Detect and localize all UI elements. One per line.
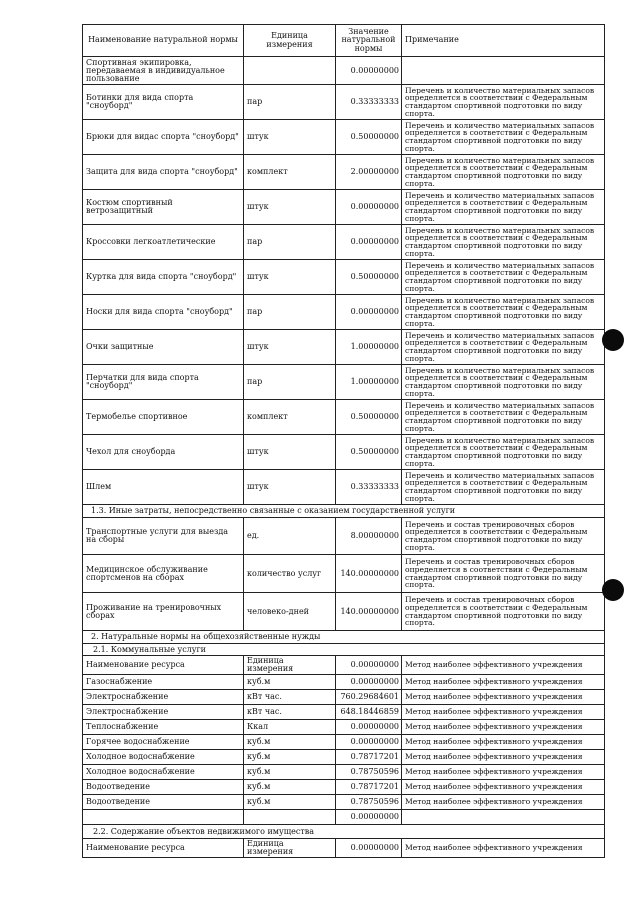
table-row bbox=[83, 155, 605, 190]
table-row bbox=[83, 85, 605, 120]
note: Метод наиболее эффективного учреждения bbox=[402, 839, 605, 858]
header-name: Наименование натуральной нормы bbox=[83, 25, 244, 57]
note: Перечень и количество материальных запасов определяется в соответствии с Федеральным стандартом спортивной подготовки по виду спорта. bbox=[402, 260, 605, 295]
table-row bbox=[83, 839, 605, 858]
resource-name: Водоотведение bbox=[83, 780, 244, 795]
note: Перечень и количество материальных запасов определяется в соответствии с Федеральным стандартом спортивной подготовки по виду спорта. bbox=[402, 225, 605, 260]
section-2-2-heading: 2.2. Содержание объектов недвижимого имущества bbox=[83, 825, 605, 839]
norm-value: 0.78717201 bbox=[336, 750, 402, 765]
resource-name: Наименование ресурса bbox=[83, 839, 244, 858]
unit-of-measure: куб.м bbox=[244, 675, 336, 690]
norm-value: 0.00000000 bbox=[336, 656, 402, 675]
resource-name: Защита для вида спорта "сноуборд" bbox=[83, 155, 244, 190]
unit-of-measure: куб.м bbox=[244, 780, 336, 795]
note: Перечень и количество материальных запасов определяется в соответствии с Федеральным стандартом спортивной подготовки по виду спорта. bbox=[402, 85, 605, 120]
norm-value: 2.00000000 bbox=[336, 155, 402, 190]
table-row bbox=[83, 470, 605, 505]
table-row bbox=[83, 57, 605, 85]
table-row bbox=[83, 690, 605, 705]
table-row bbox=[83, 190, 605, 225]
norm-value: 0.00000000 bbox=[336, 295, 402, 330]
unit-of-measure bbox=[244, 810, 336, 825]
resource-name: Термобелье спортивное bbox=[83, 400, 244, 435]
resource-name: Чехол для сноуборда bbox=[83, 435, 244, 470]
norm-value: 140.00000000 bbox=[336, 555, 402, 593]
unit-of-measure: комплект bbox=[244, 400, 336, 435]
resource-name: Наименование ресурса bbox=[83, 656, 244, 675]
unit-of-measure: человеко-дней bbox=[244, 593, 336, 631]
resource-name: Медицинское обслуживание спортсменов на сборах bbox=[83, 555, 244, 593]
table-row bbox=[83, 555, 605, 593]
resource-name: Костюм спортивный ветрозащитный bbox=[83, 190, 244, 225]
note bbox=[402, 810, 605, 825]
norm-value: 0.78717201 bbox=[336, 780, 402, 795]
resource-name: Теплоснабжение bbox=[83, 720, 244, 735]
note: Перечень и количество материальных запасов определяется в соответствии с Федеральным стандартом спортивной подготовки по виду спорта. bbox=[402, 190, 605, 225]
unit-of-measure: Единица измерения bbox=[244, 656, 336, 675]
resource-name: Спортивная экипировка, передаваемая в индивидуальное пользование bbox=[83, 57, 244, 85]
table-row bbox=[83, 675, 605, 690]
resource-name: Брюки для видас спорта "сноуборд" bbox=[83, 120, 244, 155]
norm-value: 648.18446859 bbox=[336, 705, 402, 720]
unit-of-measure: куб.м bbox=[244, 795, 336, 810]
note: Метод наиболее эффективного учреждения bbox=[402, 720, 605, 735]
note: Метод наиболее эффективного учреждения bbox=[402, 765, 605, 780]
note: Перечень и состав тренировочных сборов определяется в соответствии с Федеральным стандартом спортивной подготовки по виду спорта. bbox=[402, 555, 605, 593]
resource-name: Холодное водоснабжение bbox=[83, 765, 244, 780]
norm-value: 0.00000000 bbox=[336, 839, 402, 858]
norm-value: 0.00000000 bbox=[336, 225, 402, 260]
norm-value: 0.00000000 bbox=[336, 720, 402, 735]
unit-of-measure: Единица измерения bbox=[244, 839, 336, 858]
note: Метод наиболее эффективного учреждения bbox=[402, 690, 605, 705]
section-row bbox=[83, 631, 605, 644]
note bbox=[402, 57, 605, 85]
note: Метод наиболее эффективного учреждения bbox=[402, 705, 605, 720]
table-row bbox=[83, 435, 605, 470]
unit-of-measure: количество услуг bbox=[244, 555, 336, 593]
table-row bbox=[83, 400, 605, 435]
table-row bbox=[83, 225, 605, 260]
resource-name: Водоотведение bbox=[83, 795, 244, 810]
norm-value: 8.00000000 bbox=[336, 518, 402, 555]
resource-name: Электроснабжение bbox=[83, 705, 244, 720]
unit-of-measure: куб.м bbox=[244, 735, 336, 750]
note: Метод наиболее эффективного учреждения bbox=[402, 795, 605, 810]
note: Метод наиболее эффективного учреждения bbox=[402, 675, 605, 690]
section-row bbox=[83, 644, 605, 656]
table-row bbox=[83, 810, 605, 825]
unit-of-measure: штук bbox=[244, 330, 336, 365]
resource-name: Проживание на тренировочных сборах bbox=[83, 593, 244, 631]
norm-value: 140.00000000 bbox=[336, 593, 402, 631]
resource-name: Ботинки для вида спорта "сноуборд" bbox=[83, 85, 244, 120]
header-note: Примечание bbox=[402, 25, 605, 57]
norm-value: 0.50000000 bbox=[336, 120, 402, 155]
norm-value: 760.29684601 bbox=[336, 690, 402, 705]
section-2-1-heading: 2.1. Коммунальные услуги bbox=[83, 644, 605, 656]
section-1-3-heading: 1.3. Иные затраты, непосредственно связанные с оказанием государственной услуги bbox=[83, 505, 605, 518]
note: Перечень и количество материальных запасов определяется в соответствии с Федеральным стандартом спортивной подготовки по виду спорта. bbox=[402, 155, 605, 190]
norm-value: 0.78750596 bbox=[336, 765, 402, 780]
table-row bbox=[83, 120, 605, 155]
unit-of-measure: пар bbox=[244, 225, 336, 260]
table-header-row bbox=[83, 25, 605, 57]
section-row bbox=[83, 505, 605, 518]
note: Перечень и количество материальных запасов определяется в соответствии с Федеральным стандартом спортивной подготовки по виду спорта. bbox=[402, 120, 605, 155]
unit-of-measure: пар bbox=[244, 365, 336, 400]
resource-name: Электроснабжение bbox=[83, 690, 244, 705]
table-row bbox=[83, 735, 605, 750]
note: Метод наиболее эффективного учреждения bbox=[402, 735, 605, 750]
norms-document bbox=[82, 24, 604, 858]
note: Перечень и количество материальных запасов определяется в соответствии с Федеральным стандартом спортивной подготовки по виду спорта. bbox=[402, 435, 605, 470]
section-2-heading: 2. Натуральные нормы на общехозяйственные нужды bbox=[83, 631, 605, 644]
punch-hole-mark bbox=[602, 579, 624, 601]
unit-of-measure: комплект bbox=[244, 155, 336, 190]
note: Перечень и состав тренировочных сборов определяется в соответствии с Федеральным стандартом спортивной подготовки по виду спорта. bbox=[402, 518, 605, 555]
unit-of-measure: штук bbox=[244, 435, 336, 470]
table-row bbox=[83, 656, 605, 675]
norm-value: 0.00000000 bbox=[336, 735, 402, 750]
resource-name: Носки для вида спорта "сноуборд" bbox=[83, 295, 244, 330]
resource-name: Шлем bbox=[83, 470, 244, 505]
resource-name: Холодное водоснабжение bbox=[83, 750, 244, 765]
table-row bbox=[83, 260, 605, 295]
table-row bbox=[83, 518, 605, 555]
norm-value: 1.00000000 bbox=[336, 365, 402, 400]
unit-of-measure: ед. bbox=[244, 518, 336, 555]
unit-of-measure: куб.м bbox=[244, 750, 336, 765]
norm-value: 0.33333333 bbox=[336, 470, 402, 505]
resource-name: Газоснабжение bbox=[83, 675, 244, 690]
unit-of-measure: штук bbox=[244, 470, 336, 505]
unit-of-measure: штук bbox=[244, 190, 336, 225]
norm-value: 0.50000000 bbox=[336, 435, 402, 470]
norm-value: 0.00000000 bbox=[336, 810, 402, 825]
unit-of-measure: штук bbox=[244, 260, 336, 295]
unit-of-measure: Ккал bbox=[244, 720, 336, 735]
note: Перечень и количество материальных запасов определяется в соответствии с Федеральным стандартом спортивной подготовки по виду спорта. bbox=[402, 470, 605, 505]
table-row bbox=[83, 750, 605, 765]
note: Перечень и количество материальных запасов определяется в соответствии с Федеральным стандартом спортивной подготовки по виду спорта. bbox=[402, 330, 605, 365]
note: Перечень и количество материальных запасов определяется в соответствии с Федеральным стандартом спортивной подготовки по виду спорта. bbox=[402, 295, 605, 330]
note: Метод наиболее эффективного учреждения bbox=[402, 750, 605, 765]
norm-value: 0.00000000 bbox=[336, 190, 402, 225]
note: Перечень и состав тренировочных сборов определяется в соответствии с Федеральным стандартом спортивной подготовки по виду спорта. bbox=[402, 593, 605, 631]
note: Метод наиболее эффективного учреждения bbox=[402, 656, 605, 675]
section-row bbox=[83, 825, 605, 839]
table-row bbox=[83, 705, 605, 720]
resource-name: Куртка для вида спорта "сноуборд" bbox=[83, 260, 244, 295]
table-row bbox=[83, 780, 605, 795]
norm-value: 0.33333333 bbox=[336, 85, 402, 120]
norm-value: 0.78750596 bbox=[336, 795, 402, 810]
header-value: Значение натуральной нормы bbox=[336, 25, 402, 57]
unit-of-measure: кВт час. bbox=[244, 690, 336, 705]
resource-name: Очки защитные bbox=[83, 330, 244, 365]
table-row bbox=[83, 365, 605, 400]
header-unit: Единица измерения bbox=[244, 25, 336, 57]
norm-value: 1.00000000 bbox=[336, 330, 402, 365]
unit-of-measure: куб.м bbox=[244, 765, 336, 780]
norm-value: 0.00000000 bbox=[336, 57, 402, 85]
unit-of-measure: пар bbox=[244, 85, 336, 120]
note: Перечень и количество материальных запасов определяется в соответствии с Федеральным стандартом спортивной подготовки по виду спорта. bbox=[402, 365, 605, 400]
punch-hole-mark bbox=[602, 329, 624, 351]
table-row bbox=[83, 295, 605, 330]
table-row bbox=[83, 720, 605, 735]
table-row bbox=[83, 330, 605, 365]
resource-name: Транспортные услуги для выезда на сборы bbox=[83, 518, 244, 555]
unit-of-measure: штук bbox=[244, 120, 336, 155]
note: Перечень и количество материальных запасов определяется в соответствии с Федеральным стандартом спортивной подготовки по виду спорта. bbox=[402, 400, 605, 435]
resource-name: Горячее водоснабжение bbox=[83, 735, 244, 750]
norm-value: 0.50000000 bbox=[336, 400, 402, 435]
norm-value: 0.00000000 bbox=[336, 675, 402, 690]
note: Метод наиболее эффективного учреждения bbox=[402, 780, 605, 795]
unit-of-measure bbox=[244, 57, 336, 85]
table-row bbox=[83, 765, 605, 780]
unit-of-measure: кВт час. bbox=[244, 705, 336, 720]
norm-value: 0.50000000 bbox=[336, 260, 402, 295]
unit-of-measure: пар bbox=[244, 295, 336, 330]
resource-name: Кроссовки легкоатлетические bbox=[83, 225, 244, 260]
norms-table bbox=[82, 24, 605, 858]
resource-name bbox=[83, 810, 244, 825]
resource-name: Перчатки для вида спорта "сноуборд" bbox=[83, 365, 244, 400]
table-row bbox=[83, 593, 605, 631]
table-row bbox=[83, 795, 605, 810]
